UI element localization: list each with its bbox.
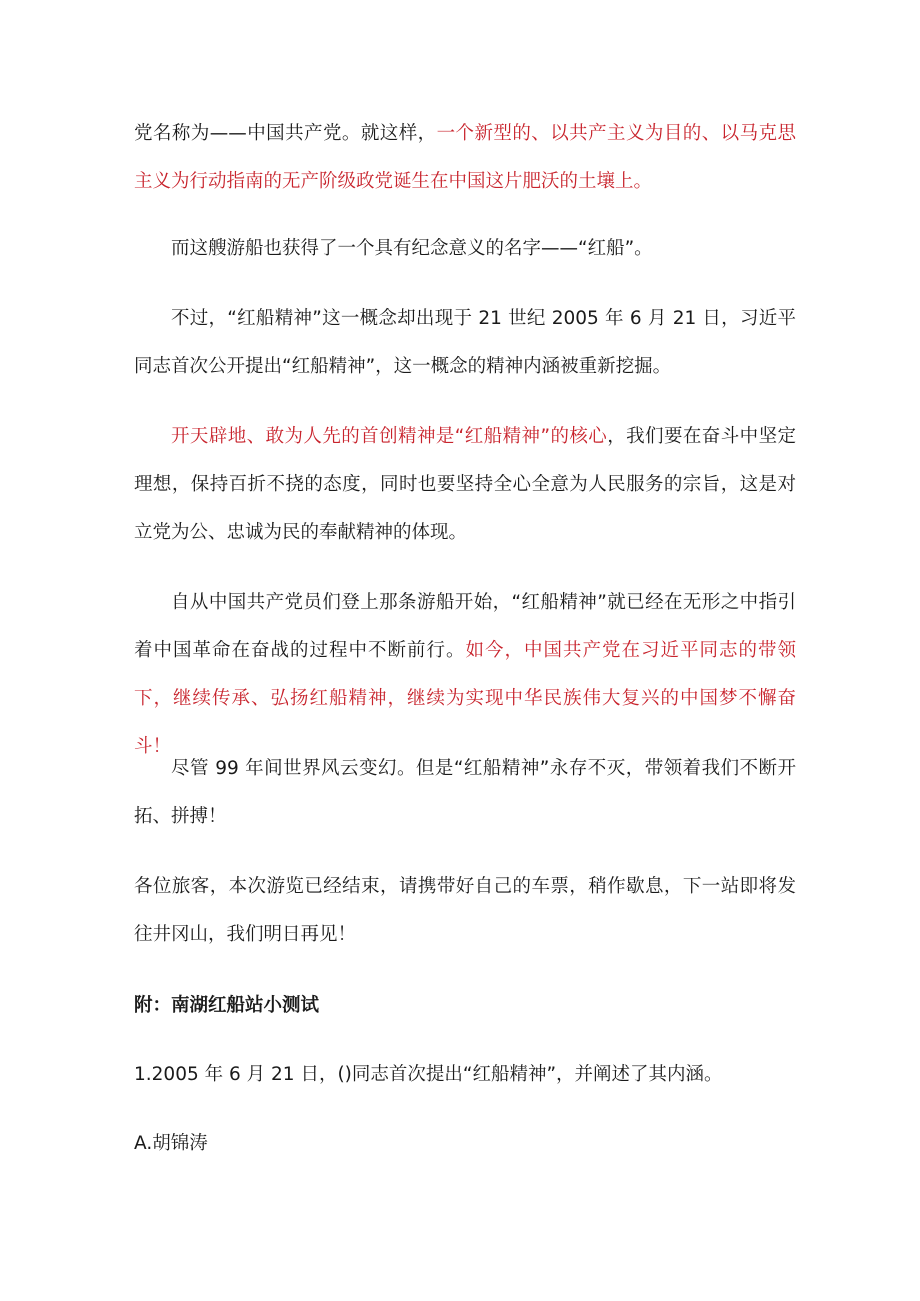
quiz-question-1: 1.2005 年 6 月 21 日，()同志首次提出“红船精神”，并阐述了其内涵。 bbox=[134, 1064, 723, 1085]
paragraph-text: 而这艘游船也获得了一个具有纪念意义的名字——“红船”。 bbox=[171, 238, 653, 259]
paragraph-99-years bbox=[134, 745, 796, 841]
paragraph-text: ，我们要在奋斗中坚定理想，保持百折不挠的态度，同时也要坚持全心全意为人民服务的宗旨，这是对立党为公、忠诚为民的奉献精神的体现。 bbox=[134, 426, 796, 543]
paragraph-red-boat-name bbox=[134, 225, 796, 273]
quiz-option-a: A.胡锦涛 bbox=[134, 1133, 208, 1154]
paragraph-guiding-revolution bbox=[134, 579, 796, 771]
paragraph-text: 尽管 99 年间世界风云变幻。但是“红船精神”永存不灭，带领着我们不断开拓、拼搏！ bbox=[134, 758, 796, 827]
paragraph-red-boat-spirit-origin bbox=[134, 295, 796, 391]
paragraph-text: 不过，“红船精神”这一概念却出现于 21 世纪 2005 年 6 月 21 日，习近平同志首次公开提出“红船精神”，这一概念的精神内涵被重新挖掘。 bbox=[134, 308, 796, 377]
paragraph-text: 党名称为——中国共产党。就这样， bbox=[134, 123, 437, 144]
paragraph-text: 各位旅客，本次游览已经结束，请携带好自己的车票，稍作歇息，下一站即将发往井冈山，我们明日再见！ bbox=[134, 876, 796, 945]
paragraph-core-spirit bbox=[134, 413, 796, 557]
appendix-title: 附：南湖红船站小测试 bbox=[134, 995, 320, 1016]
highlighted-text: 一个新型的、以共产主义为目的、以马克思主义为行动指南的无产阶级政党诞生在中国这片肥沃的土壤上。 bbox=[134, 123, 796, 192]
paragraph-party-founding bbox=[134, 110, 796, 206]
highlighted-text: 如今，中国共产党在习近平同志的带领下，继续传承、弘扬红船精神，继续为实现中华民族伟大复兴的中国梦不懈奋斗！ bbox=[134, 640, 796, 757]
paragraph-tour-ending bbox=[134, 863, 796, 959]
paragraph-text: 自从中国共产党员们登上那条游船开始，“红船精神”就已经在无形之中指引着中国革命在奋战的过程中不断前行。 bbox=[134, 592, 796, 661]
highlighted-text: 开天辟地、敢为人先的首创精神是“红船精神”的核心 bbox=[171, 426, 608, 447]
